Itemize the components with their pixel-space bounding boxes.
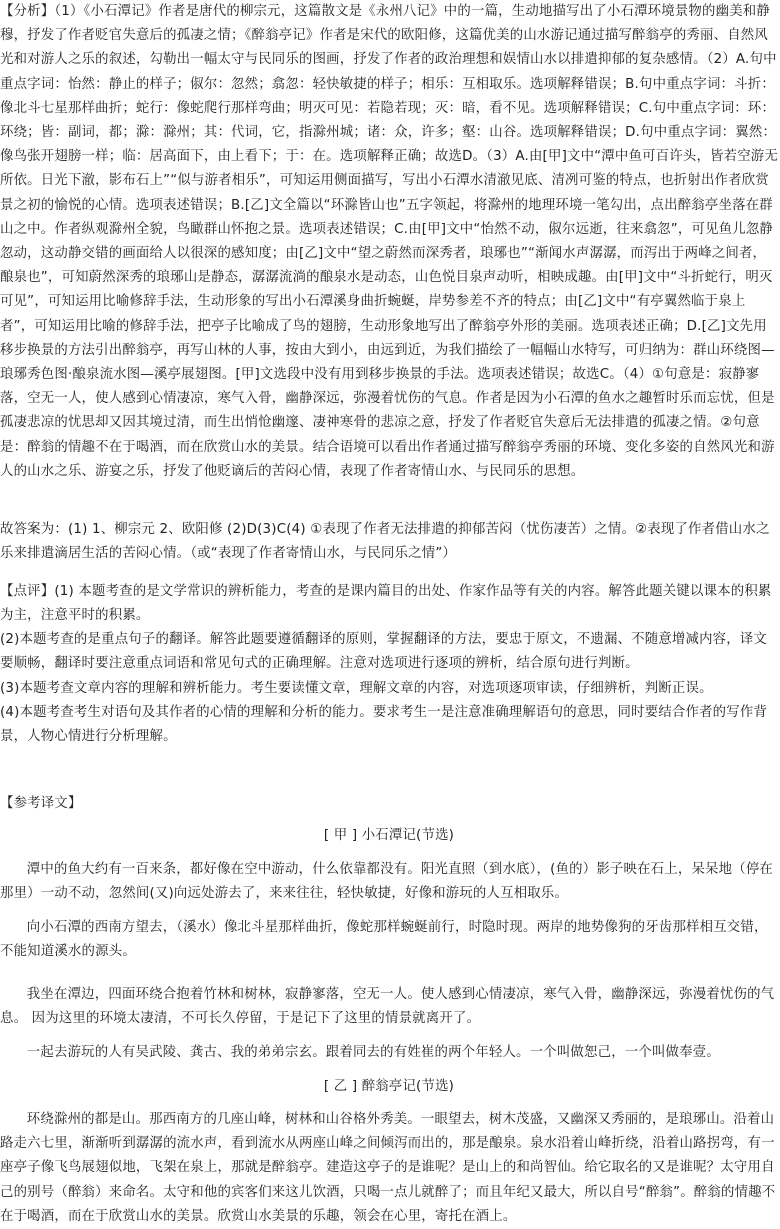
translation-jia-paragraph-3: 我坐在潭边，四面环绕合抱着竹林和树林，寂静寥落，空无一人。使人感到心情凄凉，寒气入骨，幽静深远，弥漫着忧伤的气息。 因为这里的环境太凄清，不可长久停留，于是记下了这里的情景就离开了。 bbox=[0, 987, 775, 1027]
review-point-4: (4)本题考查考生对语句及其作者的心情的理解和分析的能力。要求考生一是注意准确理解语句的意思，同时要结合作者的写作背景，人物心情进行分析理解。 bbox=[0, 705, 768, 745]
review-point-3: (3)本题考查文章内容的理解和辨析能力。考生要读懂文章，理解文章的内容，对选项逐项审读，仔细辨析，判断正误。 bbox=[0, 681, 713, 696]
section-title-yi: [ 乙 ] 醉翁亭记(节选) bbox=[323, 1079, 455, 1094]
review-point-2: (2)本题考查的是重点句子的翻译。解答此题要遵循翻译的原则，掌握翻译的方法，要忠于原文，不遗漏、不随意增减内容，译文要顺畅，翻译时要注意重点词语和常见句式的正确理解。注意对选项进行逐项的辨析，结合原句进行判断。 bbox=[0, 632, 768, 672]
translation-jia-paragraph-4: 一起去游玩的人有吴武陵、龚古、我的弟弟宗玄。跟着同去的有姓崔的两个年轻人。一个叫做恕己，一个叫做奉壹。 bbox=[26, 1045, 720, 1060]
translation-yi-paragraph-1: 环绕滁州的都是山。那西南方的几座山峰，树林和山谷格外秀美。一眼望去，树木茂盛，又幽深又秀丽的，是琅琊山。沿着山路走六七里，渐渐听到潺潺的流水声，看到流水从两座山峰之间倾泻而出的，那是酿泉。泉水沿着山峰折绕，沿着山路拐弯，有一座亭子像飞鸟展翅似地，飞架在泉上，那就是醉翁亭。建造这亭子的是谁呢？是山上的和尚智仙。给它取名的又是谁呢？太守用自己的别号（醉翁）来命名。太守和他的宾客们来这儿饮酒，只喝一点儿就醉了；而且年纪又最大，所以自号“醉翁”。醉翁的情趣不在于喝酒，而在于欣赏山水的美景。欣赏山水美景的乐趣，领会在心里，寄托在酒上。 bbox=[0, 1112, 776, 1224]
analysis-paragraph: 【分析】（1）《小石潭记》作者是唐代的柳宗元，这篇散文是《永州八记》中的一篇，生动地描写出了小石潭环境景物的幽美和静穆，抒发了作者贬官失意后的孤凄之情；《醉翁亭记》作者是宋代的欧阳修，这篇优美的山水游记通过描写醉翁亭的秀丽、自然风光和对游人之乐的叙述，勾勒出一幅太守与民同乐的图画，抒发了作者的政治理想和娱情山水以排遣抑郁的复杂感情。（2）A.句中重点字词：怡然：静止的样子；俶尔：忽然；翕忽：轻快敏捷的样子；相乐：互相取乐。选项解释错误；B.句中重点字词：斗折：像北斗七星那样曲折；蛇行：像蛇爬行那样弯曲；明灭可见：若隐若现；灭：暗，看不见。选项解释错误；C.句中重点字词：环：环绕；皆：副词，都；滁：滁州；其：代词，它，指滁州城；诸：众，许多；壑：山谷。选项解释错误；D.句中重点字词：翼然：像鸟张开翅膀一样；临：居高面下，由上看下；于：在。选项解释正确；故选D。（3）A.由[甲]文中“潭中鱼可百许头，皆若空游无所依。日光下澈，影布石上”“似与游者相乐”，可知运用侧面描写，写出小石潭水清澈见底、清冽可鉴的特点，也折射出作者欣赏景之初的愉悦的心情。选项表述错误；B.[乙]文全篇以“环滁皆山也”五字领起，将滁州的地理环境一笔勾出，点出醉翁亭坐落在群山之中。作者纵观滁州全貌，鸟瞰群山怀抱之景。选项表述错误；C.由[甲]文中“怡然不动，俶尔远逝，往来翕忽”，可见鱼儿忽静忽动，这动静交错的画面给人以很深的感知度；由[乙]文中“望之蔚然而深秀者，琅琊也”“渐闻水声潺潺，而泻出于两峰之间者，酿泉也”，可知蔚然深秀的琅琊山是静态，潺潺流淌的酿泉水是动态，山色悦目泉声动听，相映成趣。由[甲]文中“斗折蛇行，明灭可见”，可知运用比喻修辞手法，生动形象的写出小石潭溪身曲折蜿蜒，岸势参差不齐的特点；由[乙]文中“有亭翼然临于泉上者”，可知运用比喻的修辞手法，把亭子比喻成了鸟的翅膀，生动形象地写出了醉翁亭外形的美丽。选项表述正确；D.[乙]文先用移步换景的方法引出醉翁亭，再写山林的人事，按由大到小，由远到近，为我们描绘了一幅幅山水特写，可归纳为：群山环绕图—琅琊秀色图·酿泉流水图—溪亭展翅图。[甲]文选段中没有用到移步换景的手法。选项表述错误；故选C。（4）①句意是：寂静寥落，空无一人，使人感到心情凄凉，寒气入骨，幽静深远，弥漫着忧伤的气息。作者是因为小石潭的鱼水之趣暂时乐而忘忧，但是孤凄悲凉的忧思却又因其境过清，而生出悄怆幽邃、凄神寒骨的悲凉之意，抒发了作者贬官失意后无法排遣的孤凄之情。②句意是：醉翁的情趣不在于喝酒，而在欣赏山水的美景。结合语境可以看出作者通过描写醉翁亭秀丽的环境、变化多姿的自然风光和游人的山水之乐、游宴之乐，抒发了他贬谪后的苦闷心情，表现了作者寄情山水、与民同乐的思想。 bbox=[0, 4, 778, 479]
answer-paragraph: 故答案为：(1) 1、柳宗元 2、欧阳修 (2)D(3)C(4) ①表现了作者无法排遣的抑郁苦闷（忧伤凄苦）之情。②表现了作者借山水之乐来排遣滴居生活的苦闷心情。（或“表现了作者寄情山水，与民同乐之情”） bbox=[0, 522, 770, 562]
translation-jia-paragraph-1: 潭中的鱼大约有一百来条，都好像在空中游动，什么依靠都没有。阳光直照（到水底），(鱼的）影子映在石上，呆呆地（停在那里）一动不动，忽然间(又)向远处游去了，来来往往，轻快敏捷，好像和游玩的人互相取乐。 bbox=[0, 862, 774, 902]
translation-jia-paragraph-2: 向小石潭的西南方望去，（溪水）像北斗星那样曲折，像蛇那样蜿蜒前行，时隐时现。两岸的地势像狗的牙齿那样相互交错，不能知道溪水的源头。 bbox=[0, 920, 768, 960]
section-title-jia: [ 甲 ] 小石潭记(节选) bbox=[323, 828, 455, 843]
review-point-1: 【点评】(1) 本题考查的是文学常识的辨析能力，考查的是课内篇目的出处、作家作品等有关的内容。解答此题关键以课本的积累为主，注意平时的积累。 bbox=[0, 584, 772, 624]
translation-heading: 【参考译文】 bbox=[0, 796, 82, 811]
